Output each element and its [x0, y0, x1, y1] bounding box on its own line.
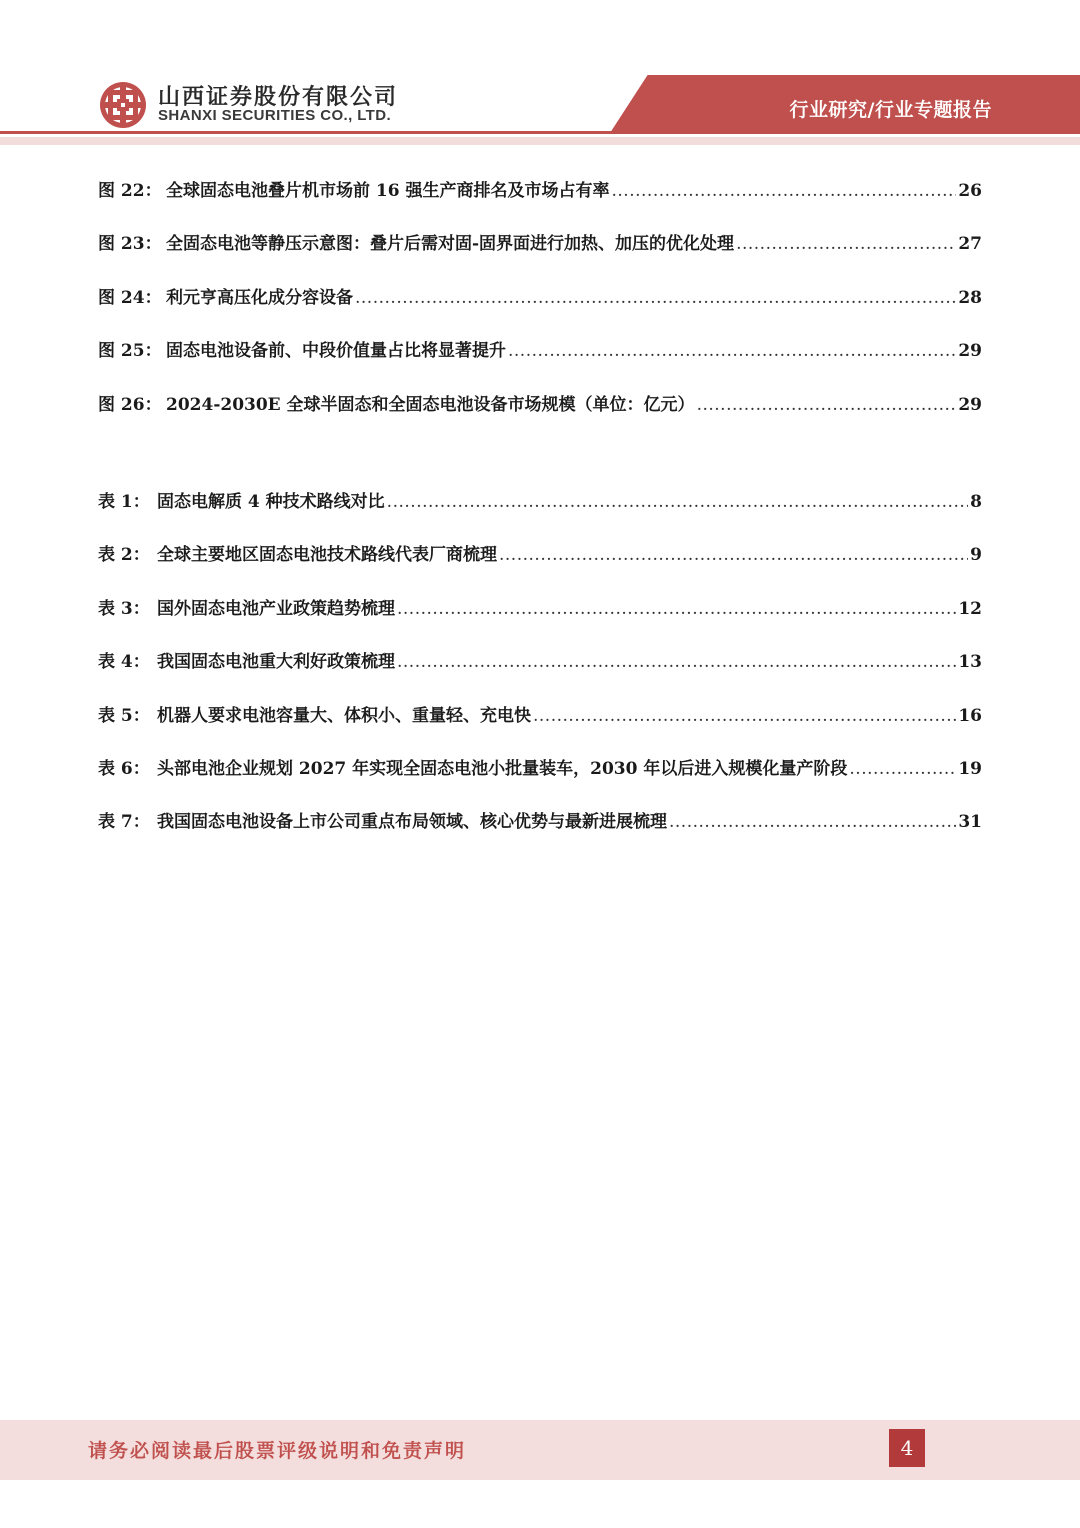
toc-label: 表 4：: [98, 652, 150, 673]
toc-title: 固态电池设备前、中段价值量占比将显著提升: [166, 341, 506, 362]
toc-entry-figure-26[interactable]: [98, 390, 982, 443]
toc-entry-table-2[interactable]: [98, 540, 982, 593]
toc-page-number: 12: [958, 598, 982, 619]
toc-page-number: 19: [958, 758, 982, 779]
toc-title: 固态电解质 4 种技术路线对比: [157, 492, 385, 512]
toc-page-number: 31: [958, 812, 982, 833]
toc-entry-figure-22[interactable]: [98, 176, 982, 229]
toc-page-number: 13: [958, 652, 982, 673]
toc-label: 表 2：: [98, 545, 150, 566]
toc-leader: [849, 759, 956, 779]
toc-title: 全球主要地区固态电池技术路线代表厂商梳理: [157, 545, 497, 566]
company-name-en: SHANXI SECURITIES CO., LTD.: [158, 107, 392, 124]
toc-leader: [387, 492, 968, 512]
toc-leader: [397, 599, 956, 619]
header-divider: [0, 131, 1080, 134]
table-toc: [98, 487, 982, 861]
company-name-cn: 山西证券股份有限公司: [158, 85, 399, 110]
toc-entry-table-6[interactable]: [98, 754, 982, 807]
toc-entry-table-4[interactable]: [98, 647, 982, 700]
toc-page-number: 16: [958, 705, 982, 726]
toc-label: 图 23：: [98, 234, 162, 255]
toc-entry-figure-24[interactable]: [98, 283, 982, 336]
toc-label: 图 26：: [98, 394, 162, 415]
toc-label: 图 24：: [98, 287, 162, 308]
toc-title: 我国固态电池重大利好政策梳理: [157, 652, 395, 673]
toc-label: 表 3：: [98, 598, 150, 619]
page-footer: [0, 1420, 1080, 1480]
toc-entry-figure-25[interactable]: [98, 336, 982, 389]
toc-title: 全固态电池等静压示意图：叠片后需对固-固界面进行加热、加压的优化处理: [166, 234, 735, 255]
toc-page-number: 27: [958, 234, 982, 255]
toc-label: 图 22：: [98, 181, 162, 201]
toc-leader: [697, 395, 957, 415]
toc-leader: [397, 652, 956, 672]
toc-leader: [669, 812, 956, 832]
toc-title: 头部电池企业规划 2027 年实现全固态电池小批量装车，2030 年以后进入规模化量产阶段: [157, 758, 848, 779]
toc-title: 我国固态电池设备上市公司重点布局领域、核心优势与最新进展梳理: [157, 812, 667, 833]
toc-entry-table-1[interactable]: [98, 487, 982, 540]
toc-page-number: 26: [958, 181, 982, 201]
toc-leader: [533, 706, 956, 726]
header-divider-light: [0, 137, 1080, 145]
toc-title: 2024-2030E 全球半固态和全固态电池设备市场规模（单位：亿元）: [166, 394, 695, 415]
toc-entry-table-7[interactable]: [98, 807, 982, 860]
page-number: 4: [889, 1429, 925, 1467]
toc-label: 表 5：: [98, 705, 150, 726]
toc-page-number: 29: [958, 394, 982, 415]
toc-title: 国外固态电池产业政策趋势梳理: [157, 598, 395, 619]
shanxi-securities-logo-icon: [98, 80, 148, 130]
toc-label: 表 1：: [98, 492, 150, 512]
toc-title: 全球固态电池叠片机市场前 16 强生产商排名及市场占有率: [166, 181, 610, 201]
toc-leader: [499, 545, 968, 565]
toc-label: 表 7：: [98, 812, 150, 833]
toc-entry-figure-23[interactable]: [98, 229, 982, 282]
toc-entry-table-3[interactable]: [98, 594, 982, 647]
report-type-label: 行业研究/行业专题报告: [789, 99, 992, 121]
page-header: [0, 0, 1080, 150]
toc-label: 表 6：: [98, 758, 150, 779]
toc-label: 图 25：: [98, 341, 162, 362]
figure-toc: [98, 176, 982, 443]
toc-leader: [736, 234, 956, 254]
toc-leader: [508, 341, 956, 361]
toc-page-number: 29: [958, 341, 982, 362]
toc-entry-table-5[interactable]: [98, 701, 982, 754]
disclaimer-link: 请务必阅读最后股票评级说明和免责声明: [88, 1440, 467, 1462]
toc-title: 利元亨高压化成分容设备: [166, 287, 353, 308]
toc-leader: [355, 288, 956, 308]
toc-page-number: 28: [958, 287, 982, 308]
toc-page-number: 9: [970, 545, 982, 566]
toc-title: 机器人要求电池容量大、体积小、重量轻、充电快: [157, 705, 531, 726]
toc-page-number: 8: [970, 492, 982, 512]
toc-leader: [612, 181, 957, 201]
